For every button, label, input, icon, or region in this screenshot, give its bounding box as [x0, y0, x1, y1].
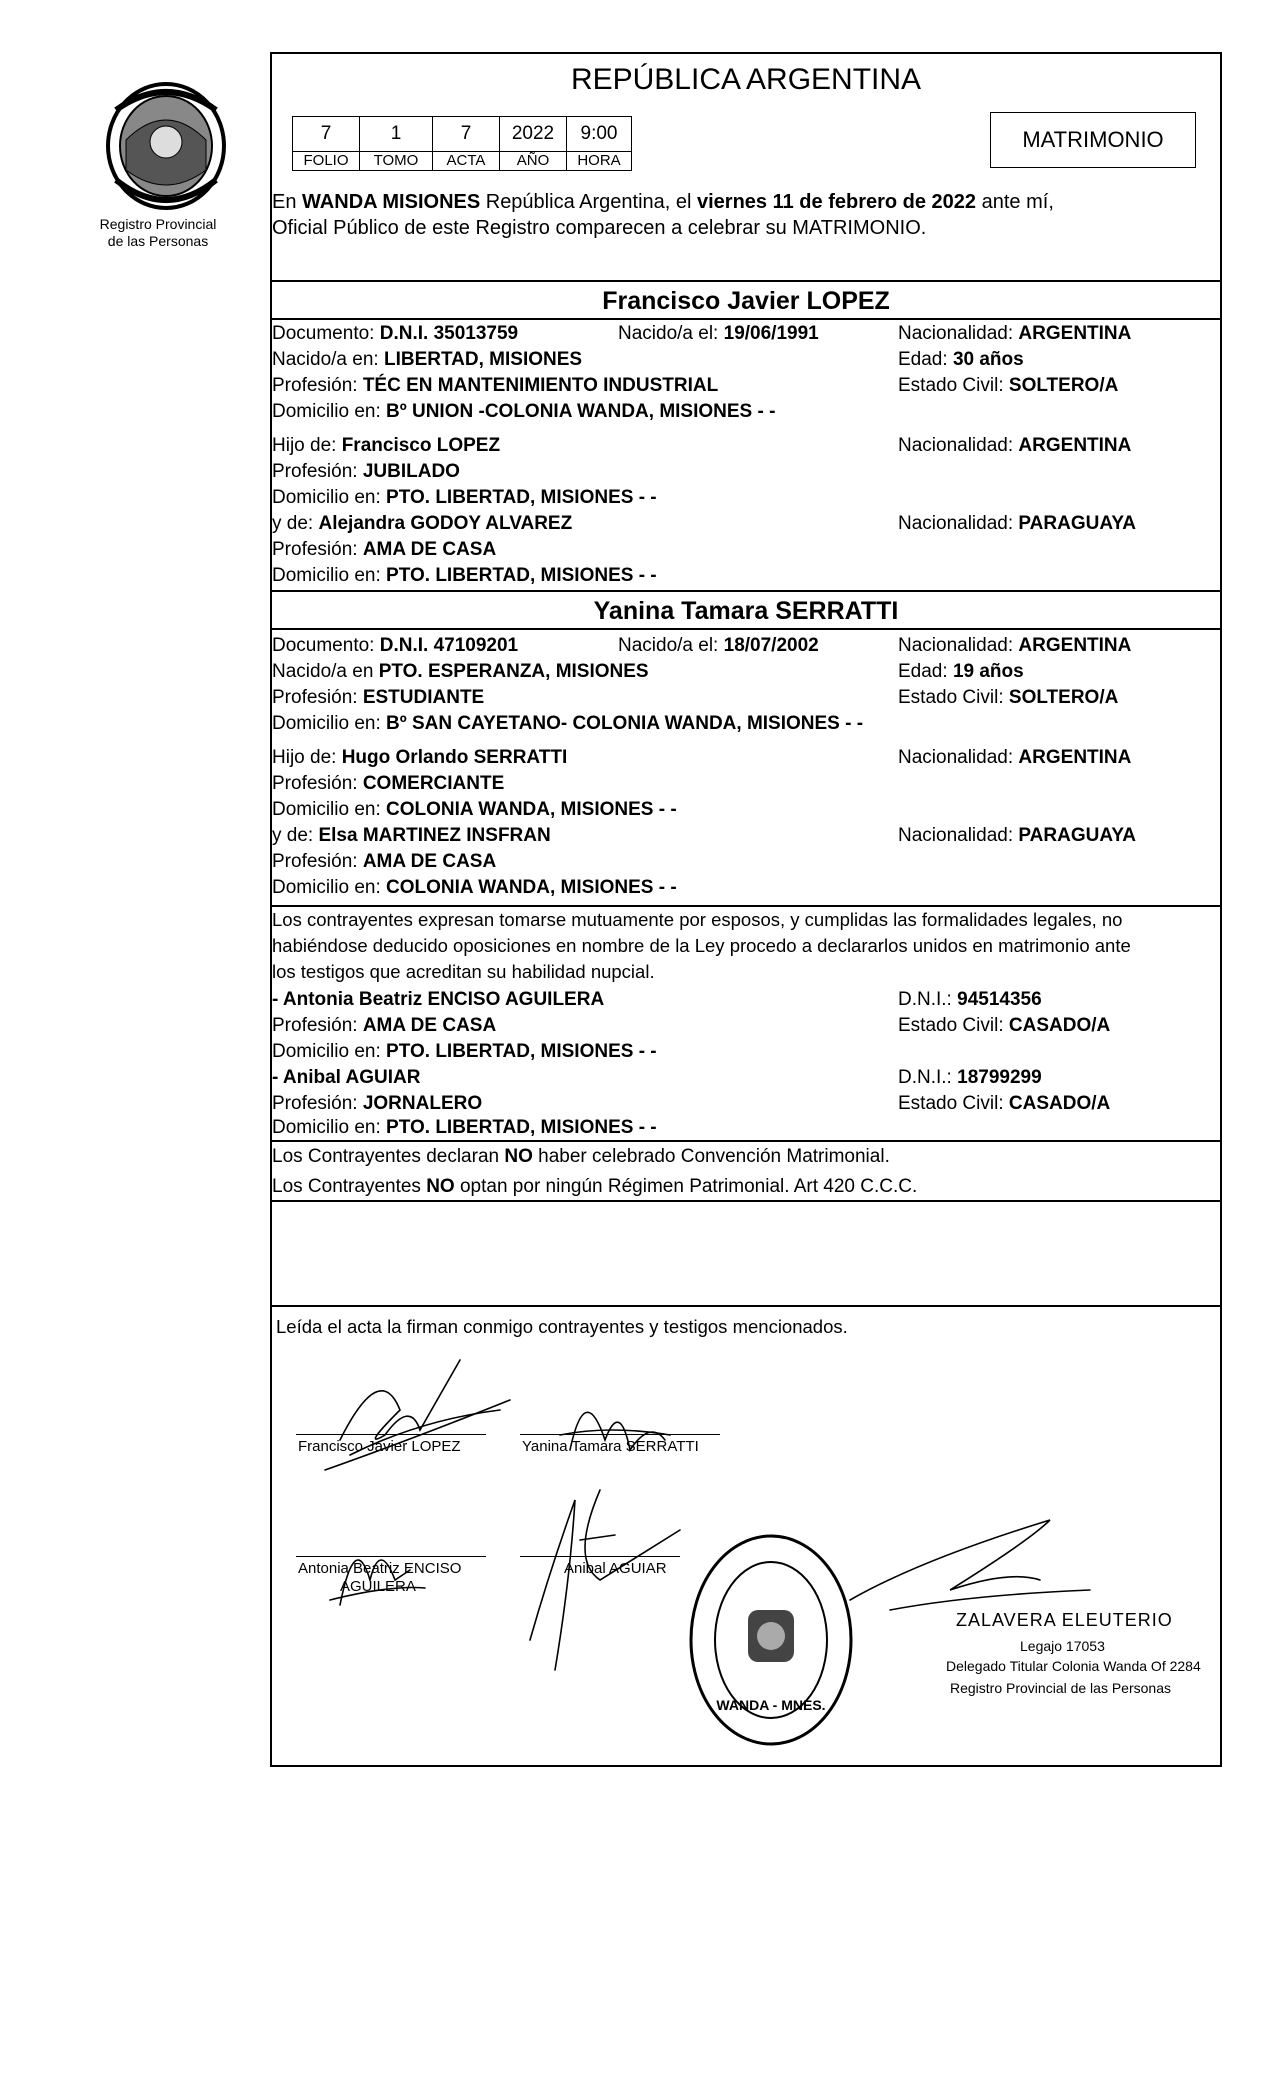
field-value: PTO. LIBERTAD, MISIONES - - — [386, 1117, 657, 1138]
acta-value: 7 — [433, 117, 500, 152]
convention-emphasis: NO — [426, 1176, 455, 1197]
page-title: REPÚBLICA ARGENTINA — [570, 63, 922, 96]
witness1-name: - Antonia Beatriz ENCISO AGUILERA — [272, 989, 605, 1010]
field-value: AMA DE CASA — [362, 539, 497, 560]
witness1-signature-line — [296, 1556, 486, 1557]
witness1-dni — [898, 988, 1042, 1012]
groom-estado-civil — [898, 374, 1118, 398]
field-value: Bº UNION -COLONIA WANDA, MISIONES - - — [386, 401, 776, 422]
field-value: AMA DE CASA — [362, 851, 497, 872]
hora-label: HORA — [567, 152, 632, 171]
field-value: CASADO/A — [1008, 1015, 1111, 1036]
groom-father — [272, 434, 500, 458]
ano-label: AÑO — [500, 152, 567, 171]
field-label: Domicilio en: — [272, 401, 381, 422]
bride-estado-civil — [898, 686, 1118, 710]
field-label: Hijo de: — [272, 747, 337, 768]
groom-father-domicilio — [272, 486, 657, 510]
witness1-domicilio — [272, 1040, 657, 1064]
witness1-profesion — [272, 1014, 496, 1038]
field-value: Alejandra GODOY ALVAREZ — [318, 513, 573, 534]
groom-mother-domicilio — [272, 564, 657, 588]
field-label: Profesión: — [272, 687, 358, 708]
field-value: COLONIA WANDA, MISIONES - - — [386, 877, 677, 898]
ano-value: 2022 — [500, 117, 567, 152]
official-stamp — [686, 1530, 856, 1750]
groom-mother-nacionalidad — [898, 512, 1136, 536]
bride-mother-profesion — [272, 850, 496, 874]
divider — [270, 905, 1222, 907]
groom-domicilio — [272, 400, 775, 424]
field-value: PTO. ESPERANZA, MISIONES — [378, 661, 649, 682]
stamp-seal-icon — [686, 1530, 856, 1750]
field-label: Profesión: — [272, 461, 358, 482]
declaration-line3: los testigos que acreditan su habilidad nupcial. — [272, 961, 655, 982]
field-value: 18/07/2002 — [723, 635, 819, 656]
official-office: Registro Provincial de las Personas — [950, 1680, 1171, 1696]
field-label: Hijo de: — [272, 435, 337, 456]
groom-mother-profesion — [272, 538, 496, 562]
province-seal-icon — [96, 80, 236, 212]
bride-profesion — [272, 686, 484, 710]
field-label: Profesión: — [272, 1093, 358, 1114]
witness1-signature-caption-line1: Antonia Beatriz ENCISO — [298, 1560, 462, 1577]
field-value: 19 años — [952, 661, 1024, 682]
field-label: Documento: — [272, 323, 375, 344]
field-label: Nacionalidad: — [898, 747, 1014, 768]
ceremony-date: viernes 11 de febrero de 2022 — [697, 191, 977, 213]
field-label: Estado Civil: — [898, 1015, 1004, 1036]
field-label: Nacido/a el: — [618, 323, 719, 344]
groom-nacido-en — [272, 348, 582, 372]
field-value: COLONIA WANDA, MISIONES - - — [386, 799, 677, 820]
divider — [270, 1305, 1222, 1307]
groom-name: Francisco Javier LOPEZ — [602, 287, 890, 315]
field-label: Nacido/a en — [272, 661, 374, 682]
field-label: Domicilio en: — [272, 1117, 381, 1138]
field-label: Profesión: — [272, 851, 358, 872]
registry-table — [292, 116, 632, 171]
intro-line1 — [272, 190, 1054, 214]
bride-name: Yanina Tamara SERRATTI — [593, 597, 899, 625]
field-value: TÉC EN MANTENIMIENTO INDUSTRIAL — [362, 375, 719, 396]
field-label: Domicilio en: — [272, 565, 381, 586]
field-value: PTO. LIBERTAD, MISIONES - - — [386, 565, 657, 586]
field-label: Edad: — [898, 661, 948, 682]
field-value: ARGENTINA — [1018, 435, 1132, 456]
tomo-label: TOMO — [360, 152, 433, 171]
official-title: Delegado Titular Colonia Wanda Of 2284 — [946, 1658, 1201, 1674]
bride-edad — [898, 660, 1024, 684]
stamp-center-text: WANDA - MNES. — [716, 1697, 826, 1713]
convention-line1 — [272, 1145, 890, 1169]
field-value: LIBERTAD, MISIONES — [383, 349, 583, 370]
witness2-signature-line — [520, 1556, 680, 1557]
bride-father-domicilio — [272, 798, 677, 822]
logo-caption — [78, 216, 238, 250]
field-label: Domicilio en: — [272, 487, 381, 508]
field-value: PARAGUAYA — [1018, 513, 1136, 534]
witness2-estado-civil — [898, 1092, 1110, 1116]
witness1-estado-civil — [898, 1014, 1110, 1038]
official-legajo: Legajo 17053 — [1020, 1638, 1105, 1654]
groom-nacido-el — [618, 322, 819, 346]
intro-text: República Argentina, el — [480, 191, 697, 213]
tomo-value: 1 — [360, 117, 433, 152]
bride-domicilio — [272, 712, 863, 736]
field-value: D.N.I. 35013759 — [379, 323, 519, 344]
field-value: SOLTERO/A — [1008, 375, 1119, 396]
field-label: Profesión: — [272, 1015, 358, 1036]
groom-nacionalidad — [898, 322, 1131, 346]
witness1-signature-caption-line2: AGUILERA — [340, 1578, 416, 1595]
bride-documento — [272, 634, 518, 658]
field-value: Hugo Orlando SERRATTI — [341, 747, 568, 768]
groom-edad — [898, 348, 1024, 372]
field-label: Estado Civil: — [898, 1093, 1004, 1114]
field-label: y de: — [272, 513, 314, 534]
divider — [270, 318, 1222, 320]
field-label: Estado Civil: — [898, 375, 1004, 396]
field-value: ARGENTINA — [1018, 747, 1132, 768]
field-label: Estado Civil: — [898, 687, 1004, 708]
field-label: Domicilio en: — [272, 799, 381, 820]
groom-signature-caption: Francisco Javier LOPEZ — [298, 1438, 461, 1455]
field-label: Profesión: — [272, 375, 358, 396]
ceremony-place: WANDA MISIONES — [302, 191, 481, 213]
divider — [270, 590, 1222, 592]
hora-value: 9:00 — [567, 117, 632, 152]
convention-line2 — [272, 1175, 917, 1199]
field-label: Nacionalidad: — [898, 435, 1014, 456]
convention-text: optan por ningún Régimen Patrimonial. Art 420 C.C.C. — [454, 1176, 918, 1197]
field-value: COMERCIANTE — [362, 773, 505, 794]
field-label: Nacionalidad: — [898, 323, 1014, 344]
logo-caption-line1: Registro Provincial — [99, 216, 217, 232]
field-label: Domicilio en: — [272, 877, 381, 898]
bride-mother-domicilio — [272, 876, 677, 900]
field-value: 18799299 — [957, 1067, 1042, 1088]
field-value: PTO. LIBERTAD, MISIONES - - — [386, 487, 657, 508]
field-label: Nacido/a en: — [272, 349, 379, 370]
field-value: ESTUDIANTE — [362, 687, 485, 708]
bride-nacido-el — [618, 634, 819, 658]
groom-documento — [272, 322, 518, 346]
intro-line2: Oficial Público de este Registro comparecen a celebrar su MATRIMONIO. — [272, 217, 927, 239]
field-label: Nacionalidad: — [898, 635, 1014, 656]
witness2-dni — [898, 1066, 1042, 1090]
field-label: Profesión: — [272, 539, 358, 560]
folio-value: 7 — [293, 117, 360, 152]
witness2-profesion — [272, 1092, 482, 1116]
field-label: Documento: — [272, 635, 375, 656]
convention-emphasis: NO — [504, 1146, 533, 1167]
bride-father-profesion — [272, 772, 504, 796]
convention-text: Los Contrayentes — [272, 1176, 427, 1197]
witness2-domicilio — [272, 1116, 657, 1140]
field-label: y de: — [272, 825, 314, 846]
field-label: Edad: — [898, 349, 948, 370]
closing-statement: Leída el acta la firman conmigo contrayentes y testigos mencionados. — [276, 1316, 848, 1337]
declaration-line2: habiéndose deducido oposiciones en nombre de la Ley procedo a declararlos unidos en matrimonio ante — [272, 935, 1131, 956]
acta-label: ACTA — [433, 152, 500, 171]
field-value: PTO. LIBERTAD, MISIONES - - — [386, 1041, 657, 1062]
intro-text: ante mí, — [976, 191, 1054, 213]
divider — [270, 1200, 1222, 1202]
field-label: Domicilio en: — [272, 1041, 381, 1062]
groom-father-nacionalidad — [898, 434, 1131, 458]
official-name: ZALAVERA ELEUTERIO — [956, 1610, 1173, 1630]
divider — [270, 280, 1222, 282]
field-value: AMA DE CASA — [362, 1015, 497, 1036]
bride-signature-line — [520, 1434, 720, 1435]
groom-signature-line — [296, 1434, 486, 1435]
province-logo — [96, 80, 236, 212]
field-value: D.N.I. 47109201 — [379, 635, 519, 656]
bride-signature-caption: Yanina Tamara SERRATTI — [522, 1438, 699, 1455]
bride-mother — [272, 824, 551, 848]
field-label: Nacionalidad: — [898, 513, 1014, 534]
bride-father-nacionalidad — [898, 746, 1131, 770]
declaration-line1: Los contrayentes expresan tomarse mutuamente por esposos, y cumplidas las formalidades legales, no — [272, 909, 1123, 930]
groom-mother — [272, 512, 572, 536]
convention-text: Los Contrayentes declaran — [272, 1146, 505, 1167]
field-label: D.N.I.: — [898, 1067, 952, 1088]
logo-caption-line2: de las Personas — [107, 233, 209, 249]
record-type-box — [990, 112, 1196, 168]
field-value: 19/06/1991 — [723, 323, 819, 344]
groom-profesion — [272, 374, 718, 398]
intro-text: En — [272, 191, 303, 213]
record-type: MATRIMONIO — [1022, 127, 1164, 152]
field-value: ARGENTINA — [1018, 635, 1132, 656]
witness2-name: - Anibal AGUIAR — [272, 1067, 421, 1088]
field-value: ARGENTINA — [1018, 323, 1132, 344]
field-value: 30 años — [952, 349, 1024, 370]
field-label: D.N.I.: — [898, 989, 952, 1010]
field-value: Elsa MARTINEZ INSFRAN — [318, 825, 551, 846]
divider — [270, 1140, 1222, 1142]
field-label: Nacido/a el: — [618, 635, 719, 656]
convention-text: haber celebrado Convención Matrimonial. — [532, 1146, 890, 1167]
folio-label: FOLIO — [293, 152, 360, 171]
field-value: PARAGUAYA — [1018, 825, 1136, 846]
bride-nacionalidad — [898, 634, 1131, 658]
field-label: Domicilio en: — [272, 713, 381, 734]
field-value: JORNALERO — [362, 1093, 483, 1114]
bride-father — [272, 746, 567, 770]
field-label: Profesión: — [272, 773, 358, 794]
field-value: Bº SAN CAYETANO- COLONIA WANDA, MISIONES - - — [386, 713, 864, 734]
field-value: JUBILADO — [362, 461, 460, 482]
groom-father-profesion — [272, 460, 460, 484]
bride-nacido-en — [272, 660, 649, 684]
field-value: Francisco LOPEZ — [341, 435, 501, 456]
field-value: CASADO/A — [1008, 1093, 1111, 1114]
field-value: 94514356 — [957, 989, 1042, 1010]
field-value: SOLTERO/A — [1008, 687, 1119, 708]
divider — [270, 628, 1222, 630]
witness2-signature-caption: Anibal AGUIAR — [564, 1560, 667, 1577]
bride-mother-nacionalidad — [898, 824, 1136, 848]
field-label: Nacionalidad: — [898, 825, 1014, 846]
